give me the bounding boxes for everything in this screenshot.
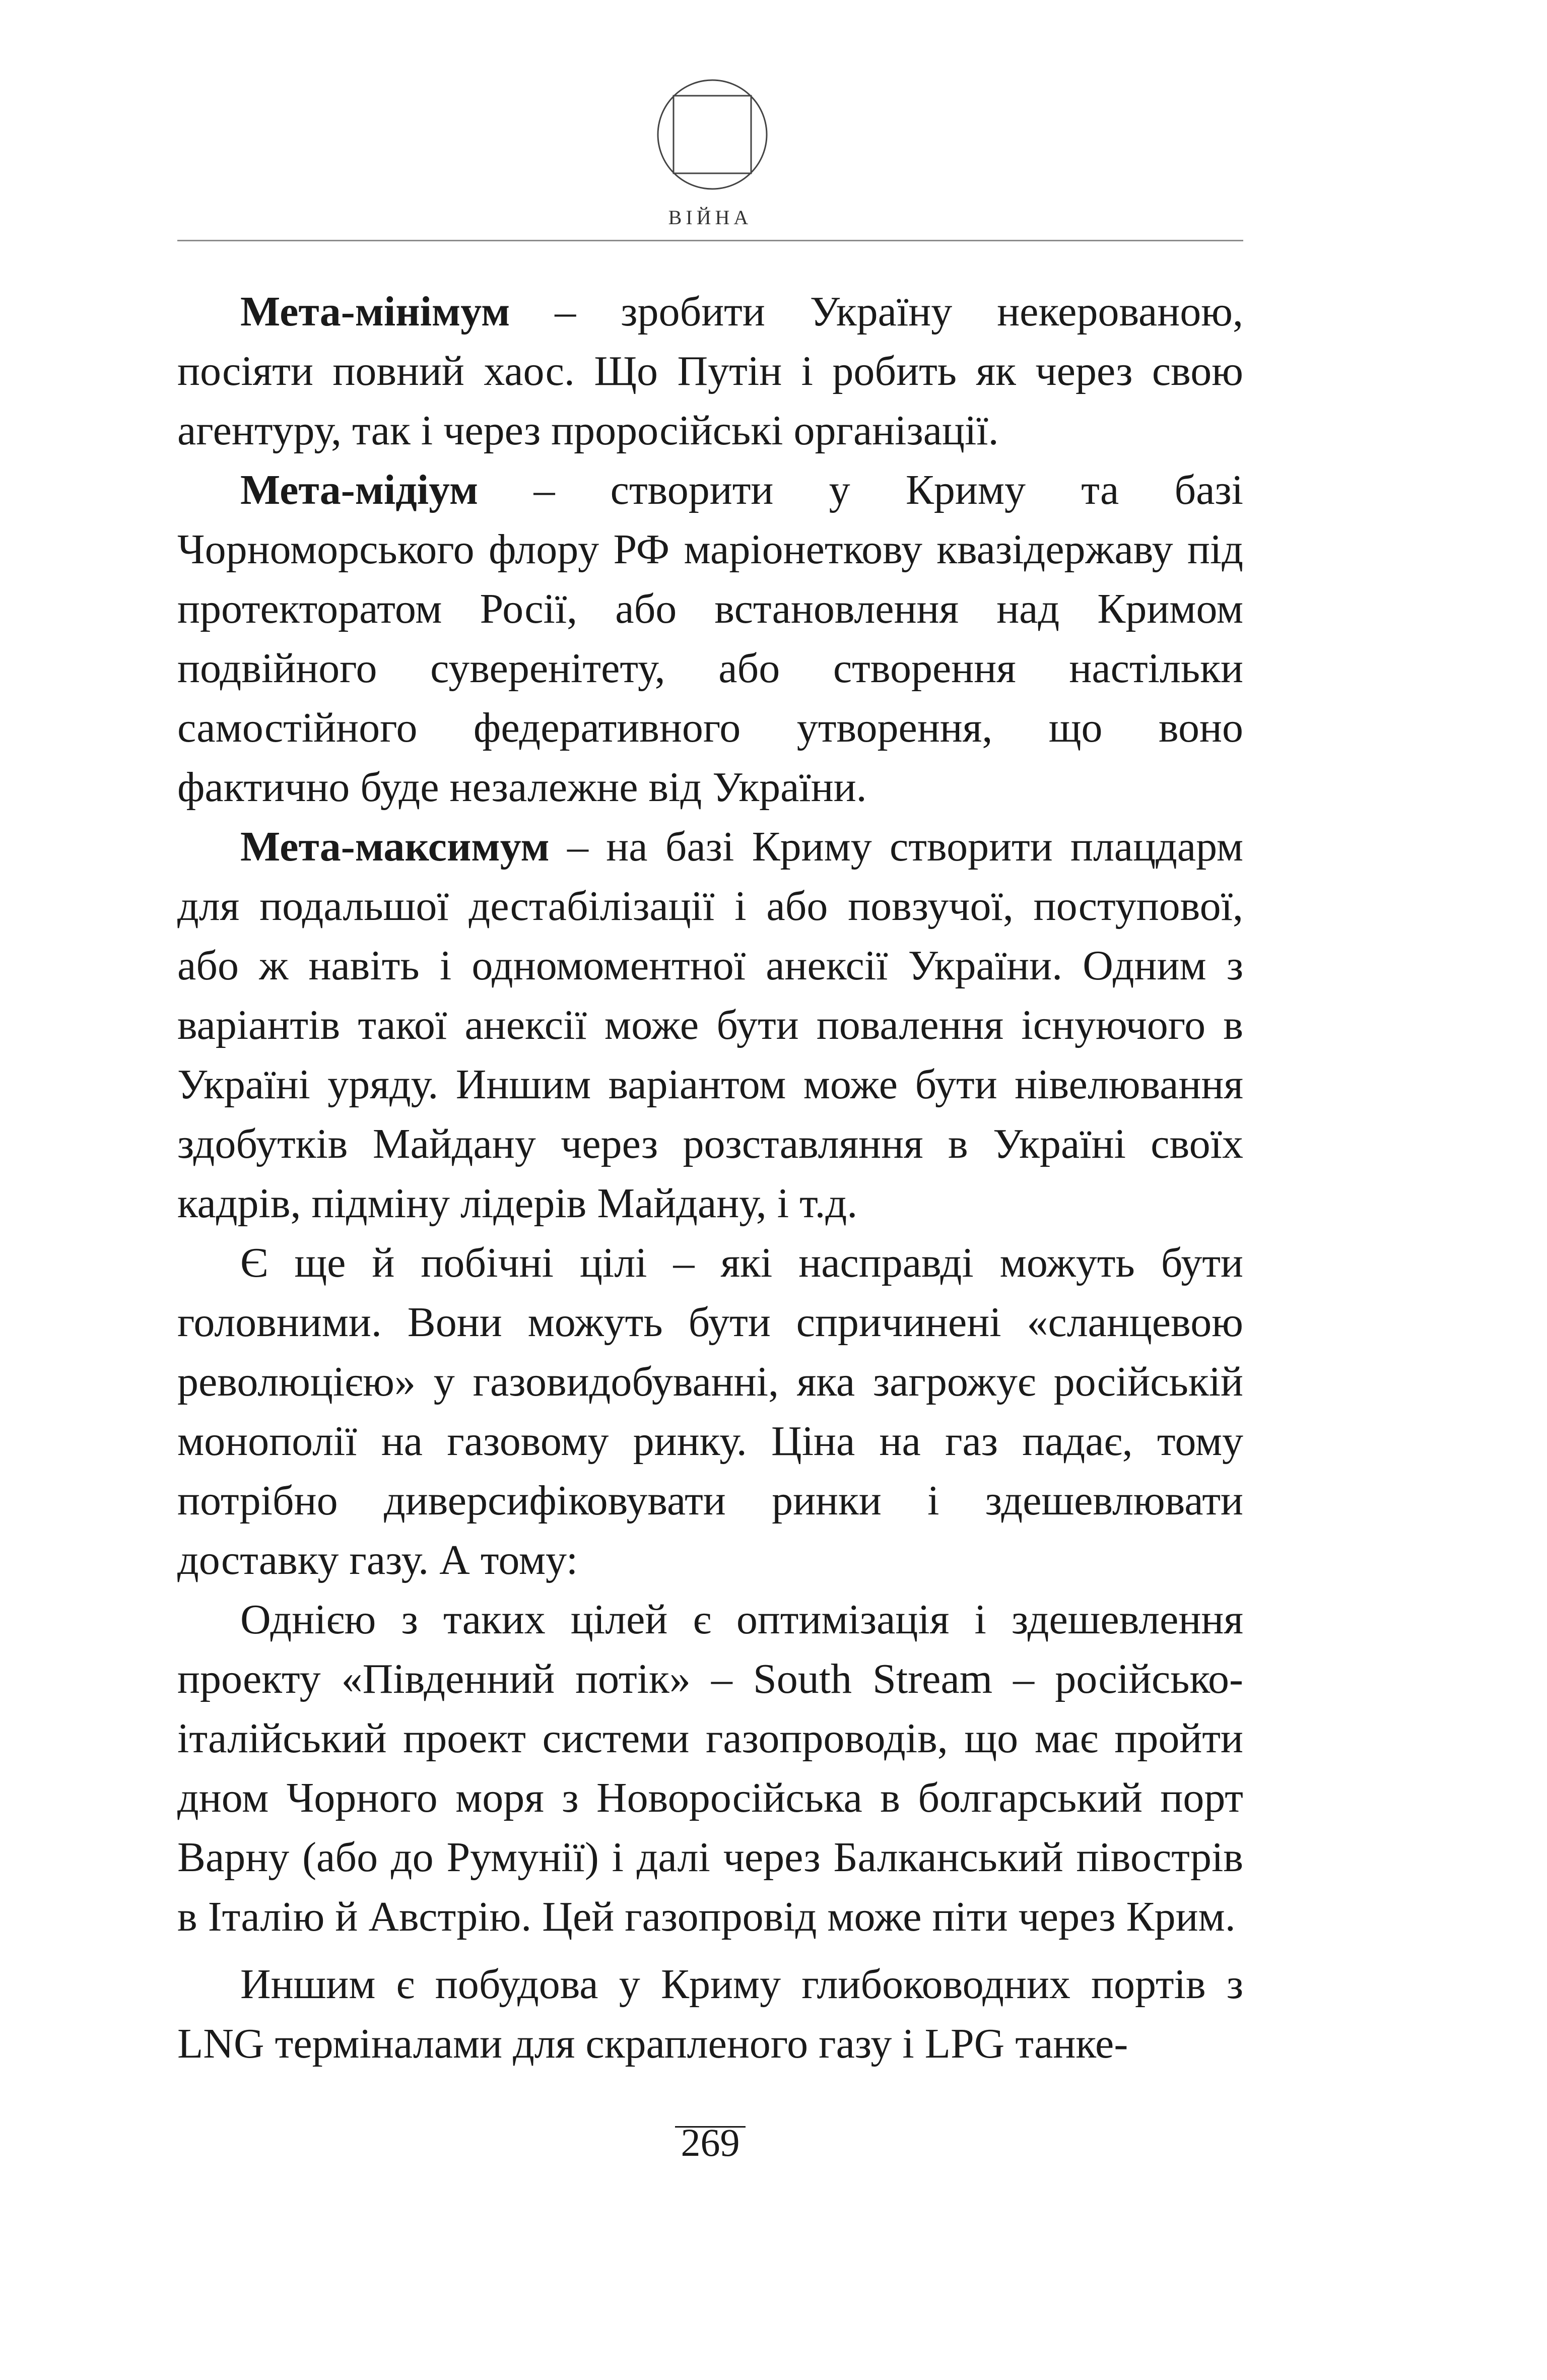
paragraph-text: – створити у Криму та базі Чорноморського флору РФ маріонеткову квазідержаву під протекторатом Росії, або встановлення над Кримом подвійного суверенітету, або створення настільки самостійного федеративного утворення, що воно фактично буде незалежне від України. [177, 467, 1243, 811]
paragraph-meta-medium [177, 460, 1243, 817]
paragraph-side-goals [177, 1233, 1243, 1590]
paragraph-text: Однією з таких цілей є оптимізація і здешевлення проекту «Південний потік» – South Stream – російсько-італійський проект системи газопроводів, що має пройти дном Чорного моря з Новоросійська в болгарський порт Варну (або до Румунії) і далі через Балканський півострів в Італію й Австрію. Цей газопровід може піти через Крим. [177, 1596, 1243, 1940]
term-label: Мета-мінімум [240, 288, 510, 335]
page-number: 269 [681, 2121, 740, 2164]
paragraph-south-stream [177, 1590, 1243, 1947]
paragraph-text: – зробити Україну некерованою, посіяти повний хаос. Що Путін і робить як через свою агентуру, так і через проросійські організації. [177, 288, 1243, 454]
paragraph-meta-minimum [177, 282, 1243, 460]
body-text [177, 282, 1243, 2074]
paragraph-meta-maximum [177, 817, 1243, 1233]
term-label: Мета-мідіум [240, 467, 479, 513]
header-divider [177, 240, 1243, 241]
paragraph-ports [177, 1955, 1243, 2074]
paragraph-text: – на базі Криму створити плацдарм для подальшої дестабілізації і або повзучої, поступової, або ж навіть і одномоментної анексії України. Одним з варіантів такої анексії може бути повалення існуючого в Україні уряду. Иншим варіантом може бути нівелювання здобутків Майдану через розставляння в Україні своїх кадрів, підміну лідерів Майдану, і т.д. [177, 823, 1243, 1227]
paragraph-text: Иншим є побудова у Криму глибоководних портів з LNG терміналами для скрапленого газу і LPG танке- [177, 1961, 1243, 2067]
term-label: Мета-максимум [240, 823, 550, 870]
circle-square-emblem-icon [654, 77, 770, 192]
paragraph-text: Є ще й побічні цілі – які насправді можуть бути головними. Вони можуть бути спричинені «сланцевою революцією» у газовидобуванні, яка загрожує російській монополії на газовому ринку. Ціна на газ падає, тому потрібно диверсифіковувати ринки і здешевлювати доставку газу. А тому: [177, 1239, 1243, 1583]
section-title: ВІЙНА [668, 206, 753, 229]
